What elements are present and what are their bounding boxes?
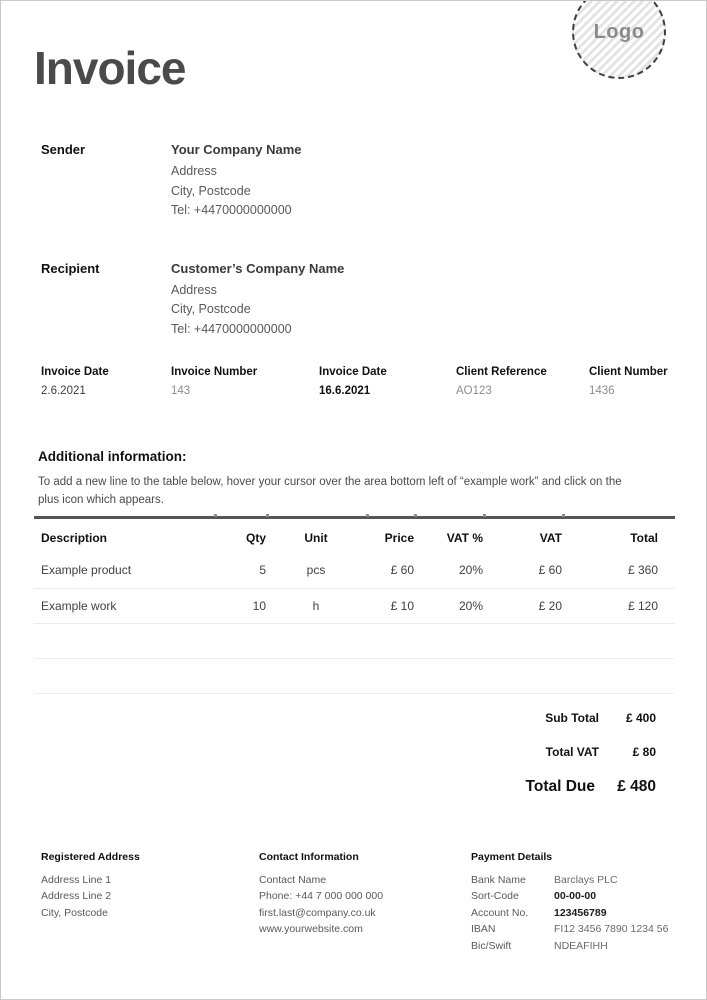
- payment-details-column: [471, 851, 673, 955]
- cell-total: £ 120: [562, 588, 675, 623]
- contact-name: Contact Name: [259, 873, 327, 886]
- header-vat-percent: VAT %: [446, 531, 483, 545]
- page-title: Invoice: [34, 42, 186, 94]
- recipient-phone: Tel: +4470000000000: [171, 321, 292, 336]
- sender-block: [41, 141, 706, 221]
- header-price: Price: [384, 531, 414, 545]
- payment-row-bank-name: [471, 872, 673, 889]
- cell-price: £ 60: [366, 553, 414, 588]
- subtotal-label: Sub Total: [545, 710, 599, 725]
- meta-invoice-date: [41, 366, 171, 397]
- payment-row-bic-swift: [471, 938, 673, 955]
- table-empty-row[interactable]: [34, 623, 675, 658]
- sender-label: Sender: [41, 142, 86, 157]
- column-tick: [266, 514, 269, 517]
- cell-qty: 10: [214, 588, 266, 623]
- cell-price: £ 10: [366, 588, 414, 623]
- payment-label: Bic/Swift: [471, 939, 512, 952]
- payment-label: Sort-Code: [471, 890, 519, 902]
- meta-client-reference: [456, 366, 589, 397]
- payment-details-heading: Payment Details: [471, 850, 553, 863]
- registered-address-line: Address Line 1: [41, 873, 112, 886]
- cell-description: Example product: [34, 553, 214, 588]
- meta-label: Client Reference: [456, 366, 547, 378]
- header-qty: Qty: [245, 531, 266, 545]
- column-tick: [366, 514, 369, 517]
- cell-unit: h: [266, 588, 366, 623]
- meta-invoice-number: [171, 366, 319, 397]
- cell-vat: £ 60: [483, 553, 562, 588]
- cell-qty: 5: [214, 553, 266, 588]
- meta-value: AO123: [456, 385, 492, 397]
- header-total: Total: [630, 531, 658, 545]
- meta-value: 16.6.2021: [319, 385, 371, 397]
- total-vat-value: £ 80: [632, 744, 656, 759]
- recipient-block: [41, 260, 706, 340]
- table-row: [34, 553, 675, 588]
- meta-label: Client Number: [589, 366, 668, 378]
- payment-value: 123456789: [554, 906, 607, 919]
- meta-due-date: [319, 366, 456, 397]
- payment-label: Account No.: [471, 906, 529, 919]
- meta-label: Invoice Date: [319, 366, 387, 378]
- cell-vat: £ 20: [483, 588, 562, 623]
- footer: [41, 851, 673, 955]
- registered-address-heading: Registered Address: [41, 850, 140, 863]
- payment-label: IBAN: [471, 923, 496, 935]
- additional-information-body: To add a new line to the table below, hover your cursor over the area bottom left of “example work” and click on the plus icon which appears.: [38, 476, 622, 506]
- registered-address-column: [41, 851, 259, 955]
- registered-address-line: City, Postcode: [41, 906, 108, 919]
- sender-city: City, Postcode: [171, 183, 251, 198]
- total-vat-label: Total VAT: [545, 744, 599, 759]
- line-items-table: [34, 516, 675, 694]
- cell-description: Example work: [34, 588, 214, 623]
- contact-website: www.yourwebsite.com: [259, 923, 363, 935]
- cell-vat-percent: 20%: [414, 588, 483, 623]
- column-tick: [414, 514, 417, 517]
- header-unit: Unit: [304, 531, 328, 545]
- payment-value: FI12 3456 7890 1234 56: [554, 923, 669, 935]
- meta-value: 143: [171, 385, 191, 397]
- payment-row-sort-code: [471, 888, 673, 905]
- additional-information-heading: Additional information:: [38, 449, 187, 464]
- line-items-table-wrap: [34, 516, 673, 694]
- total-due-value: £ 480: [617, 777, 656, 795]
- total-due-row: [34, 769, 673, 805]
- recipient-city: City, Postcode: [171, 302, 251, 316]
- sender-phone: Tel: +4470000000000: [171, 203, 292, 217]
- header-vat: VAT: [539, 531, 562, 545]
- sender-address: Address: [171, 164, 217, 178]
- subtotal-row: [34, 701, 673, 735]
- column-tick: [214, 514, 217, 517]
- cell-total: £ 360: [562, 553, 675, 588]
- meta-label: Invoice Date: [41, 366, 109, 378]
- meta-client-number: [589, 366, 673, 397]
- total-due-label: Total Due: [525, 777, 595, 795]
- subtotal-value: £ 400: [625, 710, 656, 725]
- table-empty-row[interactable]: [34, 658, 675, 693]
- cell-unit: pcs: [266, 553, 366, 588]
- contact-information-heading: Contact Information: [259, 850, 359, 863]
- logo-label: Logo: [593, 20, 645, 43]
- meta-value: 1436: [589, 385, 615, 397]
- contact-email: first.last@company.co.uk: [259, 906, 376, 919]
- payment-label: Bank Name: [471, 873, 526, 886]
- meta-value: 2.6.2021: [41, 385, 86, 397]
- table-header-row: [34, 518, 675, 554]
- header-description: Description: [41, 531, 108, 545]
- cell-vat-percent: 20%: [414, 553, 483, 588]
- payment-value: 00-00-00: [554, 890, 597, 902]
- column-tick: [562, 514, 565, 517]
- payment-value: Barclays PLC: [554, 873, 618, 886]
- sender-company-name: Your Company Name: [171, 142, 302, 157]
- payment-row-account-no: [471, 905, 673, 922]
- additional-information: [38, 449, 666, 509]
- payment-value: NDEAFIHH: [554, 939, 608, 952]
- contact-phone: Phone: +44 7 000 000 000: [259, 890, 384, 902]
- recipient-details: [171, 260, 344, 340]
- recipient-company-name: Customer’s Company Name: [171, 260, 345, 276]
- registered-address-line: Address Line 2: [41, 890, 112, 902]
- meta-label: Invoice Number: [171, 366, 258, 378]
- column-tick: [483, 514, 486, 517]
- total-vat-row: [34, 735, 673, 769]
- recipient-address: Address: [171, 282, 217, 297]
- invoice-meta-row: [1, 366, 706, 397]
- contact-information-column: [259, 851, 471, 955]
- table-row: [34, 588, 675, 623]
- sender-details: [171, 141, 302, 221]
- payment-row-iban: [471, 921, 673, 938]
- recipient-label: Recipient: [41, 260, 100, 276]
- totals-block: [34, 701, 673, 805]
- header: [1, 1, 706, 99]
